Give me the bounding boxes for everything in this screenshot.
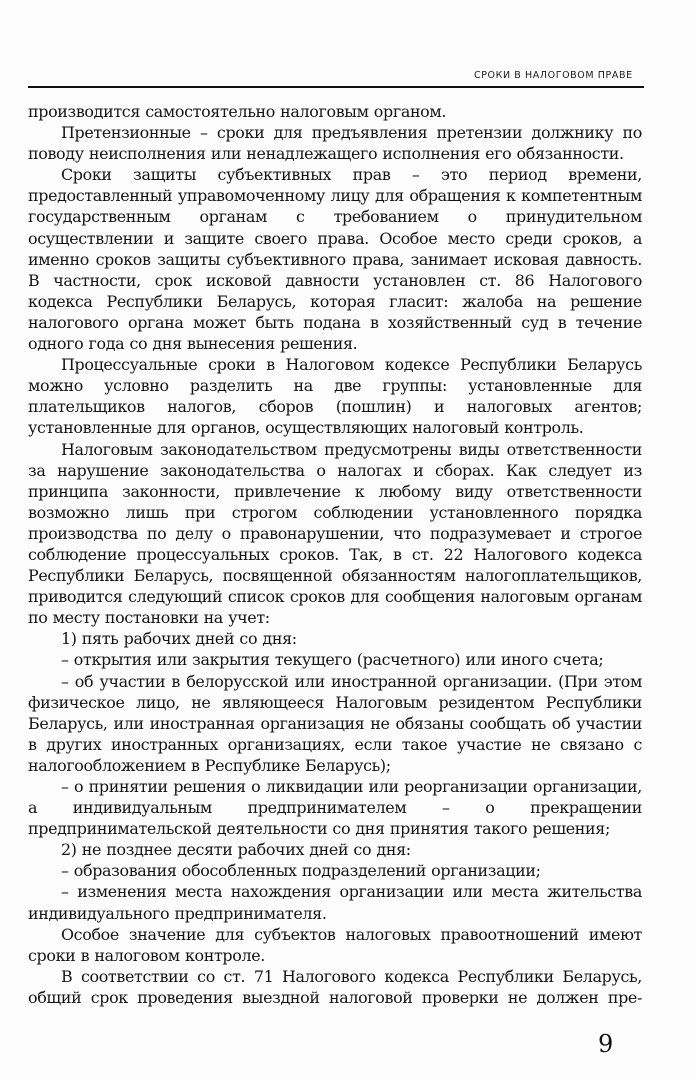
list-item: – образования обособленных подразделений организации; xyxy=(61,861,541,881)
running-head: СРОКИ В НАЛОГОВОМ ПРАВЕ xyxy=(474,70,633,81)
list-item: – открытия или закрытия текущего (расчетного) или иного счета; xyxy=(61,650,604,670)
list-item: – изменения места нахождения организации или места жительства индивидуального предпринимателя. xyxy=(28,882,642,923)
list-item: – о принятии решения о ликвидации или реорганизации организации, а индивидуальным предпринимателем – о прекращении предпринимательской деятельности со дня принятия такого решения; xyxy=(28,777,642,839)
paragraph: Налоговым законодательством предусмотрены виды ответственности за нарушение законодательства о налогах и сборах. Как следует из принципа законности, привлечение к любому виду ответственности возможно лишь при строгом соблюдении установленного порядка производства по делу о правонарушении, что подразумевает и строгое соблюдение процессуальных сроков. Так, в ст. 22 Налогового кодекса Республики Беларусь, посвященной обязанностям налогоплательщиков, приводится следующий список сроков для сообщения налоговым органам по месту постановки на учет: xyxy=(28,439,642,628)
list-item: – об участии в белорусской или иностранной организации. (При этом физическое лицо, не являющееся Налоговым резидентом Республики Беларусь, или иностранная организация не обязаны сообщать об участии в других иностранных организациях, если такое участие не связано с налогообложением в Республике Беларусь); xyxy=(28,671,642,775)
paragraph: Особое значение для субъектов налоговых правоотношений имеют сроки в налоговом контроле. xyxy=(28,924,642,965)
list-item: 2) не позднее десяти рабочих дней со дня: xyxy=(61,840,411,860)
paragraph: производится самостоятельно налоговым органом. xyxy=(28,102,447,121)
paragraph: В соответствии со ст. 71 Налогового кодекса Республики Беларусь, общий срок проведения выездной налоговой проверки не должен пре- xyxy=(28,966,642,1007)
paragraph: Сроки защиты субъективных прав – это период времени, предоставленный управомоченному лицу для обращения к компетентным государственным органам с требованием о принудительном осуществлении и защите своего права. Особое место среди сроков, а именно сроков защиты субъективного права, занимает исковая давность. В частности, срок исковой давности установлен ст. 86 Налогового кодекса Республики Беларусь, которая гласит: жалоба на решение налогового органа может быть подана в хозяйственный суд в течение одного года со дня вынесения решения. xyxy=(28,165,642,354)
paragraph: Процессуальные сроки в Налоговом кодексе Республики Беларусь можно условно разделить на две группы: установленные для плательщиков налогов, сборов (пошлин) и налоговых агентов; установленные для органов, осуществляющих налоговый контроль. xyxy=(28,355,642,438)
list-item: 1) пять рабочих дней со дня: xyxy=(61,629,297,649)
paragraph: Претензионные – сроки для предъявления претензии должнику по поводу неисполнения или ненадлежащего исполнения его обязанности. xyxy=(28,123,642,164)
header-rule xyxy=(28,86,644,88)
body-text xyxy=(28,101,642,1008)
page-number: 9 xyxy=(598,1030,614,1058)
